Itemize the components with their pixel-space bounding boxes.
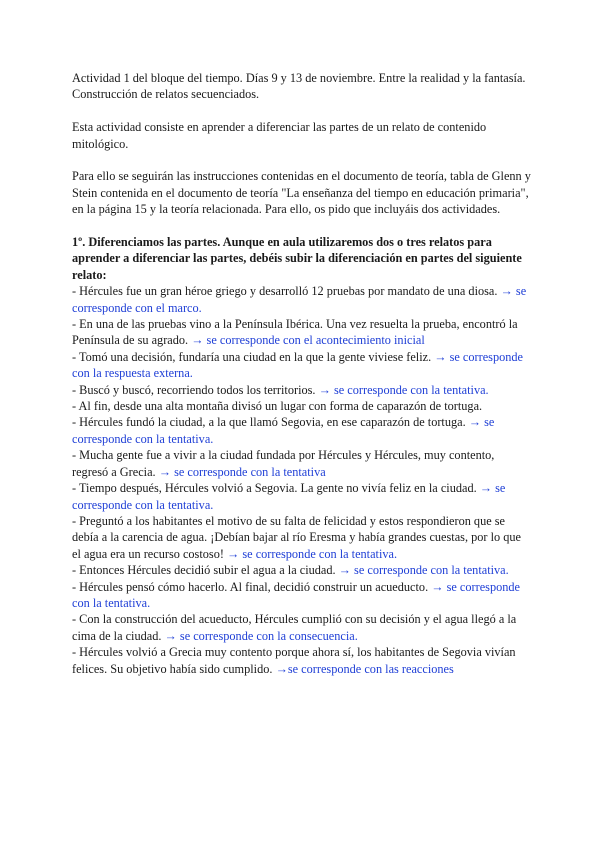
story-text: - Hércules fundó la ciudad, a la que llamó Segovia, en ese caparazón de tortuga.	[72, 415, 469, 430]
story-item	[72, 579, 532, 612]
story-text: - Tiempo después, Hércules volvió a Segovia. La gente no vivía feliz en la ciudad.	[72, 481, 480, 496]
story-item	[72, 382, 532, 398]
story-text: - Con la construcción del acueducto, Hércules cumplió con su decisión y el agua llegó a la cima de la ciudad.	[72, 612, 517, 643]
story-item	[72, 283, 532, 316]
story-text: - En una de las pruebas vino a la Península Ibérica. Una vez resuelta la prueba, encontró la Península de su agrado.	[72, 317, 518, 348]
story-text: - Buscó y buscó, recorriendo todos los territorios.	[72, 382, 319, 397]
story-item	[72, 513, 532, 562]
story-answer: → se corresponde con la tentativa.	[338, 563, 509, 578]
story-text: - Preguntó a los habitantes el motivo de su falta de felicidad y estos respondieron que se debía a la carencia de agua. ¡Debían bajar al río Eresma y había grandes cuestas, por lo que el agua era un recurso costoso!	[72, 513, 521, 561]
story-answer: → se corresponde con la tentativa.	[72, 481, 506, 512]
story-answer: → se corresponde con la respuesta externa.	[72, 349, 524, 381]
story-text: - Al fin, desde una alta montaña divisó un lugar con forma de caparazón de tortuga.	[72, 399, 483, 414]
story-item	[72, 414, 532, 447]
story-answer: → se corresponde con la consecuencia.	[164, 628, 358, 643]
story-answer: → se corresponde con la tentativa.	[72, 579, 521, 610]
story-item	[72, 349, 532, 382]
spacer	[72, 103, 532, 119]
story-text: - Hércules fue un gran héroe griego y desarrolló 12 pruebas por mandato de una diosa.	[72, 284, 501, 299]
spacer	[72, 152, 532, 168]
story-answer: → se corresponde con la tentativa	[158, 464, 326, 479]
spacer	[72, 218, 532, 234]
story-item	[72, 644, 532, 677]
story-item	[72, 447, 532, 480]
story-answer: → se corresponde con la tentativa.	[318, 382, 489, 397]
story-text: - Hércules pensó cómo hacerlo. Al final, decidió construir un acueducto.	[72, 579, 432, 594]
story-text: - Hércules volvió a Grecia muy contento porque ahora sí, los habitantes de Segovia vivían felices. Su objetivo había sido cumplido.	[72, 645, 516, 676]
story-text: - Tomó una decisión, fundaría una ciudad en la que la gente viviese feliz.	[72, 349, 435, 364]
document-page	[72, 70, 532, 677]
story-answer: →se corresponde con las reacciones	[275, 661, 454, 676]
activity-title: Actividad 1 del bloque del tiempo. Días 9 y 13 de noviembre. Entre la realidad y la fantasía. Construcción de relatos secuenciados.	[72, 71, 526, 102]
story-text: - Mucha gente fue a vivir a la ciudad fundada por Hércules y Hércules, muy contento, regresó a Grecia.	[72, 448, 495, 479]
story-item	[72, 611, 532, 644]
story-answer: → se corresponde con la tentativa.	[227, 546, 398, 561]
section-heading: 1º. Diferenciamos las partes. Aunque en aula utilizaremos dos o tres relatos para aprender a diferenciar las partes, debéis subir la diferenciación en partes del siguiente relato:	[72, 235, 522, 282]
story-text: - Entonces Hércules decidió subir el agua a la ciudad.	[72, 563, 339, 578]
story-item	[72, 316, 532, 349]
story-answer: → se corresponde con el acontecimiento inicial	[191, 333, 425, 348]
story-answer: → se corresponde con la tentativa.	[72, 415, 495, 446]
story-item	[72, 562, 532, 578]
story-item	[72, 398, 532, 414]
activity-instructions: Para ello se seguirán las instrucciones contenidas en el documento de teoría, tabla de Glenn y Stein contenida en el documento de teoría "La enseñanza del tiempo en educación primaria", en la página 15 y la teoría relacionada. Para ello, os pido que incluyáis dos actividades.	[72, 169, 531, 217]
story-answer: → se corresponde con el marco.	[72, 284, 527, 315]
story-item	[72, 480, 532, 513]
activity-description: Esta actividad consiste en aprender a diferenciar las partes de un relato de contenido mitológico.	[72, 120, 487, 151]
